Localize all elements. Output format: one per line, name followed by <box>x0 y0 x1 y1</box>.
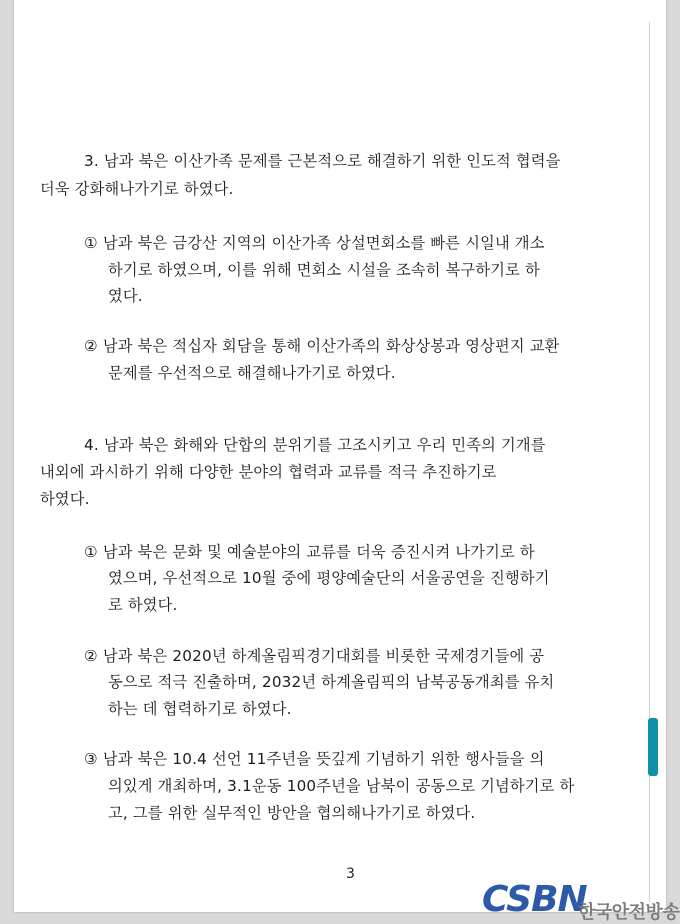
section-4-item-3-line-3: 고, 그를 위한 실무적인 방안을 협의해나가기로 하였다. <box>108 804 476 822</box>
section-3-item-2-line-2: 문제를 우선적으로 해결해나가기로 하였다. <box>108 364 396 382</box>
section-3-line-2: 더욱 강화해나가기로 하였다. <box>40 180 234 198</box>
section-4-item-3-line-2: 의있게 개최하며, 3.1운동 100주년을 남북이 공동으로 기념하기로 하 <box>108 777 575 795</box>
section-4-line-1: 4. 남과 북은 화해와 단합의 분위기를 고조시키고 우리 민족의 기개를 <box>84 436 546 454</box>
section-4-item-1-line-1: ① 남과 북은 문화 및 예술분야의 교류를 더욱 증진시켜 나가기로 하 <box>84 543 535 561</box>
logo-text: 한국안전방송 <box>578 902 680 923</box>
section-4-item-2-line-2: 동으로 적극 진출하며, 2032년 하계올림픽의 남북공동개최를 유치 <box>108 673 555 691</box>
section-3-item-2-line-1: ② 남과 북은 적십자 회담을 통해 이산가족의 화상상봉과 영상편지 교환 <box>84 337 560 355</box>
section-3-item-1-line-2: 하기로 하였으며, 이를 위해 면회소 시설을 조속히 복구하기로 하 <box>108 261 540 279</box>
section-4-item-1-line-3: 로 하였다. <box>108 596 178 614</box>
page-number: 3 <box>346 866 355 882</box>
scrollbar-thumb[interactable] <box>648 718 658 776</box>
section-4-item-2-line-3: 하는 데 협력하기로 하였다. <box>108 700 292 718</box>
section-4-item-2-line-1: ② 남과 북은 2020년 하계올림픽경기대회를 비롯한 국제경기들에 공 <box>84 647 545 665</box>
section-4-line-3: 하였다. <box>40 490 90 508</box>
logo-mark: CSBN <box>482 879 587 920</box>
section-3-line-1: 3. 남과 북은 이산가족 문제를 근본적으로 해결하기 위한 인도적 협력을 <box>84 152 561 170</box>
broadcaster-logo <box>482 879 680 923</box>
document-page <box>14 0 666 912</box>
section-4-line-2: 내외에 과시하기 위해 다양한 분야의 협력과 교류를 적극 추진하기로 <box>40 463 497 481</box>
section-3-item-1-line-1: ① 남과 북은 금강산 지역의 이산가족 상설면회소를 빠른 시일내 개소 <box>84 234 545 252</box>
section-3-item-1-line-3: 였다. <box>108 287 143 305</box>
section-4-item-3-line-1: ③ 남과 북은 10.4 선언 11주년을 뜻깊게 기념하기 위한 행사들을 의 <box>84 750 545 768</box>
section-4-item-1-line-2: 였으며, 우선적으로 10월 중에 평양예술단의 서울공연을 진행하기 <box>108 569 550 587</box>
